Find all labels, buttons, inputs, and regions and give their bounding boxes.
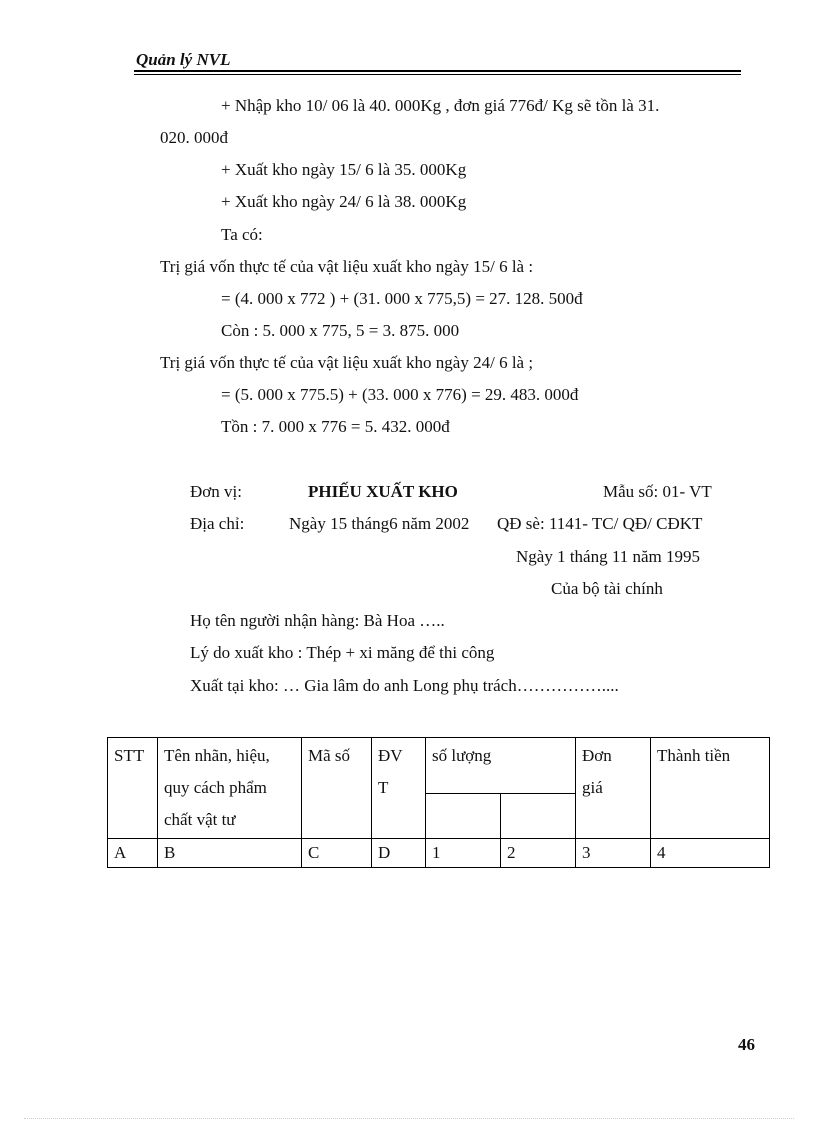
voucher-receiver: Họ tên người nhận hàng: Bà Hoa ….. — [190, 611, 445, 630]
code-row-cell: 3 — [576, 839, 651, 868]
header-rule-thin — [134, 74, 741, 75]
code-row-cell: B — [158, 839, 302, 868]
header-unit-line2: T — [378, 778, 389, 797]
body-line-5: Ta có: — [221, 225, 263, 244]
header-quantity: số lượng — [426, 738, 576, 794]
header-quantity-requested — [426, 793, 501, 838]
header-unit-line1: ĐV — [378, 746, 403, 765]
page-header-title: Quản lý NVL — [136, 50, 231, 69]
header-amount: Thành tiền — [651, 738, 770, 839]
header-quantity-actual — [501, 793, 576, 838]
code-row-cell: D — [372, 839, 426, 868]
header-item-name-line1: Tên nhãn, hiệu, — [164, 746, 270, 765]
header-item-name-line2: quy cách phẩm — [164, 778, 267, 797]
header-stt: STT — [108, 738, 158, 839]
voucher-decision: QĐ sè: 1141- TC/ QĐ/ CĐKT — [497, 514, 703, 533]
header-unit-price — [576, 738, 651, 839]
body-line-7: = (4. 000 x 772 ) + (31. 000 x 775,5) = 27. 128. 500đ — [221, 289, 583, 308]
voucher-warehouse: Xuất tại kho: … Gia lâm do anh Long phụ trách…………….... — [190, 676, 619, 695]
page-number: 46 — [738, 1035, 755, 1054]
code-row-cell: 1 — [426, 839, 501, 868]
header-item-name — [158, 738, 302, 839]
body-line-1: + Nhập kho 10/ 06 là 40. 000Kg , đơn giá 776đ/ Kg sẽ tồn là 31. — [221, 96, 660, 115]
voucher-table — [107, 737, 770, 868]
page-bottom-divider — [24, 1118, 794, 1119]
header-unit-price-line2: giá — [582, 778, 603, 797]
body-line-10: = (5. 000 x 775.5) + (33. 000 x 776) = 29. 483. 000đ — [221, 385, 579, 404]
body-line-11: Tồn : 7. 000 x 776 = 5. 432. 000đ — [221, 417, 450, 436]
code-row-cell: C — [302, 839, 372, 868]
voucher-title: PHIẾU XUẤT KHO — [308, 482, 458, 501]
voucher-date: Ngày 15 tháng6 năm 2002 — [289, 514, 470, 533]
header-code: Mã số — [302, 738, 372, 839]
body-line-3: + Xuất kho ngày 15/ 6 là 35. 000Kg — [221, 160, 467, 179]
body-line-9: Trị giá vốn thực tế của vật liệu xuất kho ngày 24/ 6 là ; — [160, 353, 534, 372]
header-unit-price-line1: Đơn — [582, 746, 612, 765]
code-row-cell: 4 — [651, 839, 770, 868]
voucher-reason: Lý do xuất kho : Thép + xi măng để thi công — [190, 643, 495, 662]
voucher-issuer: Của bộ tài chính — [551, 579, 663, 598]
body-line-2: 020. 000đ — [160, 128, 228, 147]
voucher-address-label: Địa chỉ: — [190, 514, 245, 533]
code-row-cell: 2 — [501, 839, 576, 868]
code-row-cell: A — [108, 839, 158, 868]
body-line-6: Trị giá vốn thực tế của vật liệu xuất kho ngày 15/ 6 là : — [160, 257, 534, 276]
body-line-4: + Xuất kho ngày 24/ 6 là 38. 000Kg — [221, 192, 467, 211]
header-unit — [372, 738, 426, 839]
voucher-unit-label: Đơn vị: — [190, 482, 242, 501]
voucher-form-number: Mẫu số: 01- VT — [603, 482, 712, 501]
body-line-8: Còn : 5. 000 x 775, 5 = 3. 875. 000 — [221, 321, 460, 340]
voucher-decision-date: Ngày 1 tháng 11 năm 1995 — [516, 547, 700, 566]
header-item-name-line3: chất vật tư — [164, 810, 236, 829]
header-rule-thick — [134, 70, 741, 72]
